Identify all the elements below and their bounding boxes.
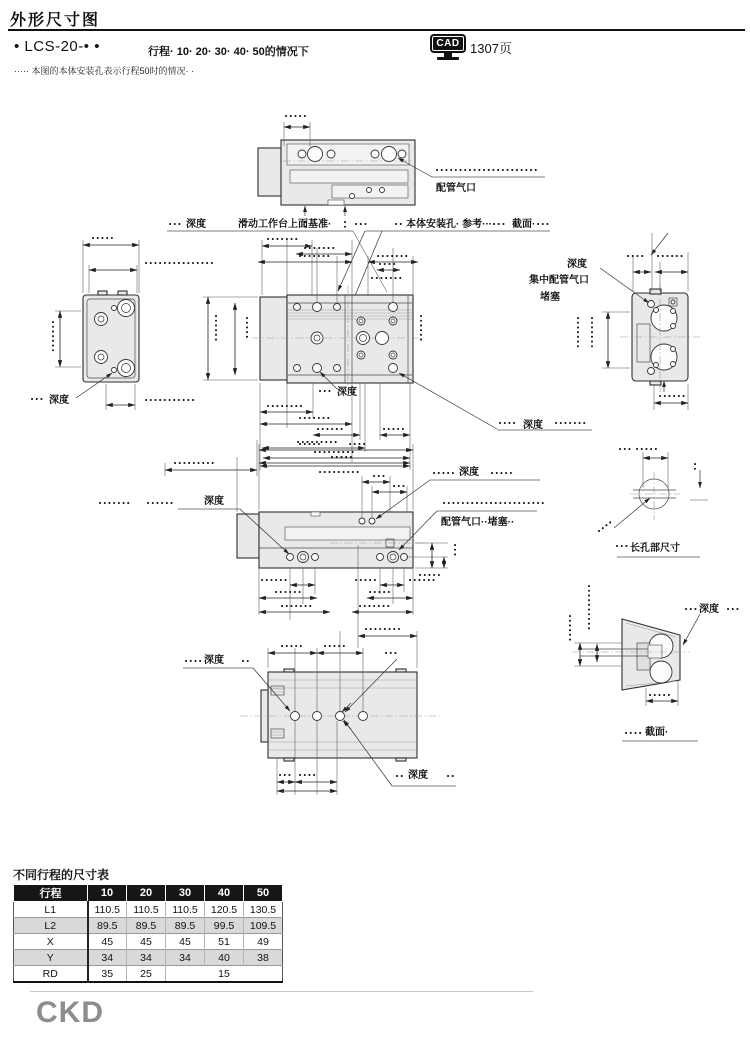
table-row: RD 35 25 15 — [14, 966, 283, 983]
col-header-20: 20 — [127, 885, 166, 902]
plan-view-center — [165, 239, 592, 476]
depth-label-bottom-left: 深度 — [204, 655, 224, 666]
depth-label-section-view: 深度 — [699, 604, 719, 615]
stroke-variants: 行程· 10· 20· 30· 40· 50的情况下 — [148, 46, 309, 58]
piping-port-label: 配管气口 — [436, 183, 476, 194]
depth-label-bottom-right: 深度 — [408, 770, 428, 781]
depth-label-datum-row: 深度 — [186, 219, 206, 230]
end-view-left — [32, 238, 212, 410]
table-row: X 45 45 45 51 49 — [14, 934, 283, 950]
col-header-30: 30 — [166, 885, 205, 902]
col-header-stroke: 行程 — [14, 885, 88, 902]
slot-dimension-label: 长孔部尺寸 — [630, 543, 680, 554]
depth-label-plan-view: 深度 — [337, 387, 357, 398]
model-code: • LCS-20-• • — [14, 38, 100, 55]
stroke-dimension-table — [13, 884, 283, 983]
piping-port-plug-label: 配管气口··堵塞·· — [441, 517, 515, 528]
col-header-40: 40 — [205, 885, 244, 902]
depth-label-mid-right: 深度 — [459, 467, 479, 478]
mounting-note: ····· 本图的本体安装孔表示行程50时的情况· · — [14, 66, 194, 76]
depth-label-plan-right: 深度 — [523, 420, 543, 431]
depth-label-mid-left: 深度 — [204, 496, 224, 507]
col-header-10: 10 — [88, 885, 127, 902]
depth-label-right-view: 深度 — [567, 259, 587, 270]
cad-icon-label: CAD — [432, 36, 463, 51]
plug-label: 堵塞 — [540, 292, 560, 303]
merged-cell: 15 — [166, 966, 283, 983]
section-label-bottom: 截面· — [645, 727, 669, 738]
table-title: 不同行程的尺寸表 — [13, 868, 110, 882]
cad-page-number: 1307页 — [470, 41, 512, 56]
ckd-logo: CKD — [36, 996, 104, 1029]
table-row: L1 110.5 110.5 110.5 120.5 130.5 — [14, 902, 283, 918]
depth-label-left-view: 深度 — [49, 395, 69, 406]
body-mounting-hole-label: 本体安装孔· 参考··· — [406, 219, 493, 230]
page-title: 外形尺寸图 — [10, 12, 101, 29]
section-label-top: 截面· — [512, 219, 536, 230]
label-row-leaders — [167, 224, 668, 303]
table-row: Y 34 34 34 40 38 — [14, 950, 283, 966]
footer-divider — [30, 991, 533, 992]
col-header-50: 50 — [244, 885, 283, 902]
end-view-right — [578, 233, 700, 410]
side-view-top — [258, 116, 545, 230]
central-piping-port-label: 集中配管气口 — [529, 275, 589, 286]
slide-table-datum-label: 滑动工作台上面基准· — [238, 219, 332, 230]
table-row: L2 89.5 89.5 89.5 99.5 109.5 — [14, 918, 283, 934]
table-header-row — [14, 885, 283, 902]
